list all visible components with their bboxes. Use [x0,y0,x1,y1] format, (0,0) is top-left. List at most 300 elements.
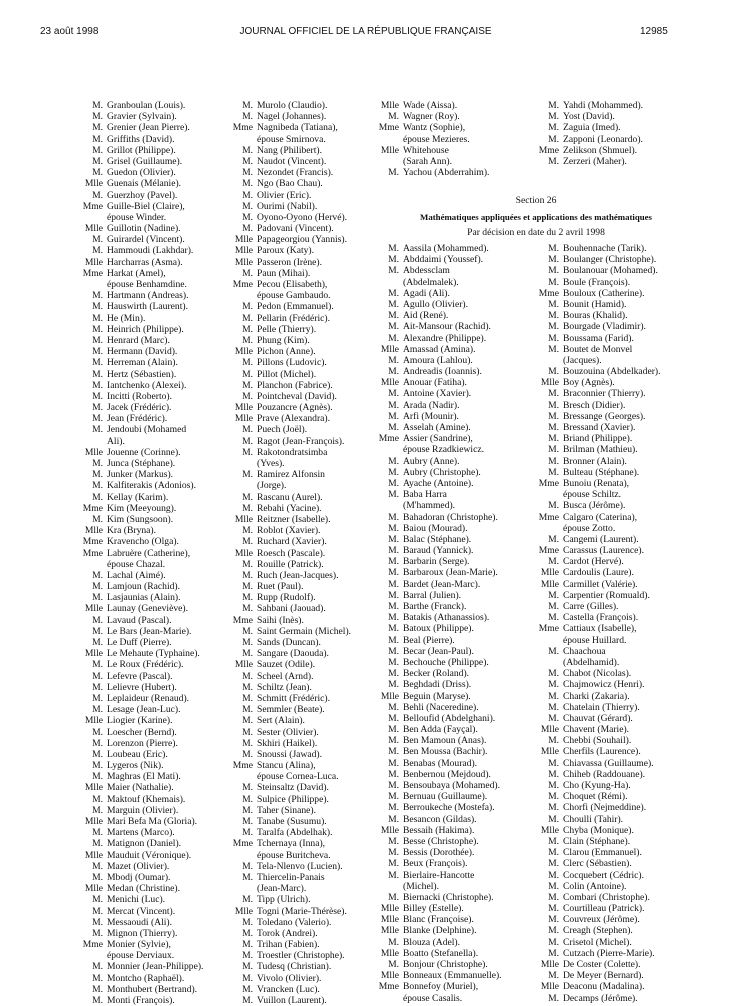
name-entry [378,858,528,869]
civility-prefix: M. [548,712,559,724]
person-name: Alexandre (Philippe). [403,332,487,344]
person-name: Clarou (Emmanuel). [563,847,642,859]
person-name: Cardot (Hervé). [563,556,624,568]
person-name: Barbarin (Serge). [403,556,470,568]
name-entry [82,178,232,189]
person-name: Vuillon (Laurent). [257,995,327,1006]
name-entry [378,746,528,757]
name-entry [82,850,232,861]
civility-prefix: M. [92,905,103,917]
person-name: Carpentier (Romuald). [563,589,650,601]
name-entry [538,892,688,903]
person-name: Clain (Stéphane). [563,835,631,847]
civility-prefix: M. [92,726,103,738]
name-entry [232,514,382,525]
civility-prefix: Mme [538,623,559,635]
person-name: Le Bars (Jean-Marie). [107,625,192,637]
civility-prefix: M. [242,894,253,906]
person-name: Beux (François). [403,858,468,870]
civility-prefix: M. [388,869,399,881]
entry-continuation: épouse Cornea-Luca. [257,771,339,783]
person-name: Bonneaux (Emmanuelle). [403,970,502,982]
person-name: Sahbani (Jaouad). [257,603,326,615]
name-entry [378,265,528,276]
civility-prefix: M. [242,502,253,514]
person-name: Chebbi (Souhail). [563,735,632,747]
name-entry [538,512,688,523]
civility-prefix: M. [388,679,399,691]
civility-prefix: M. [92,424,103,436]
civility-prefix: M. [388,167,399,179]
person-name: Rakotondratsimba [257,446,328,458]
person-name: Aubry (Anne). [403,455,460,467]
name-entry [538,321,688,332]
name-column-2 [232,100,382,1006]
name-entry [378,847,528,858]
entry-continuation: (Jacques). [563,354,602,366]
civility-prefix: M. [242,200,253,212]
name-entry [378,355,528,366]
name-entry [538,243,688,254]
person-name: Zerzeri (Maher). [563,155,627,167]
person-name: Grillot (Philippe). [107,144,176,156]
civility-prefix: M. [242,972,253,984]
civility-prefix: M. [388,847,399,859]
name-entry [82,738,232,749]
civility-prefix: M. [92,357,103,369]
name-entry [378,534,528,545]
civility-prefix: M. [388,791,399,803]
person-name: Henrard (Marc). [107,334,170,346]
name-entry [538,914,688,925]
civility-prefix: M. [548,111,559,123]
civility-prefix: Mme [378,122,399,134]
person-name: Wantz (Sophie), [403,122,466,134]
name-entry [82,961,232,972]
person-name: Baraud (Yannick). [403,545,474,557]
name-entry [378,802,528,813]
name-entry [538,802,688,813]
person-name: Kim (Sungsoon). [107,513,174,525]
civility-prefix: M. [388,668,399,680]
name-entry [82,906,232,917]
person-name: Behli (Naceredine). [403,701,479,713]
person-name: Baba Harra [403,489,447,501]
civility-prefix: Mme [538,545,559,557]
person-name: Besse (Christophe). [403,835,479,847]
civility-prefix: M. [388,366,399,378]
civility-prefix: M. [548,612,559,624]
civility-prefix: M. [388,634,399,646]
person-name: Benabas (Mourad). [403,757,478,769]
name-entry [378,545,528,556]
civility-prefix: M. [388,768,399,780]
name-entry [82,313,232,324]
name-entry [232,704,382,715]
person-name: Agullo (Olivier). [403,298,469,310]
person-name: Harkat (Amel), [107,267,166,279]
name-entry [538,646,688,657]
person-name: Bulteau (Stéphane). [563,466,640,478]
person-name: Lavaud (Pascal). [107,614,172,626]
civility-prefix: M. [242,267,253,279]
name-entry [538,679,688,690]
civility-prefix: M. [388,780,399,791]
entry-continuation: (Abdelmalek). [403,276,459,288]
civility-prefix: M. [92,569,103,581]
entry-continuation: épouse Mezieres. [403,133,470,145]
person-name: Chavent (Marie). [563,724,630,736]
name-entry [232,950,382,961]
name-entry [232,335,382,346]
civility-prefix: M. [548,321,559,333]
person-name: Roblot (Xavier). [257,525,321,537]
entry-continuation: épouse Zotto. [563,522,616,534]
name-entry [82,111,232,122]
person-name: Taralfa (Abdelhak). [257,827,333,839]
name-entry [378,948,528,959]
name-entry [82,939,232,950]
person-name: Pouzancre (Agnès). [257,402,333,414]
name-entry [82,749,232,760]
name-entry [82,626,232,637]
name-entry [378,623,528,634]
person-name: Passeron (Irène). [257,256,322,268]
name-entry [538,556,688,567]
civility-prefix: M. [242,637,253,648]
name-entry [232,201,382,212]
entry-continuation: épouse Schiltz. [563,489,622,501]
person-name: Cho (Kyung-Ha). [563,780,631,791]
entry-continuation: épouse Derviaux. [107,950,175,962]
name-entry [538,948,688,959]
person-name: Ramirez Alfonsin [257,469,325,481]
person-name: Scheel (Arnd). [257,670,314,682]
person-name: Vrancken (Luc). [257,983,320,995]
name-entry [378,735,528,746]
civility-prefix: Mme [232,760,253,772]
civility-prefix: M. [388,111,399,123]
person-name: Marguin (Olivier). [107,804,179,816]
person-name: Puech (Joël). [257,424,308,436]
civility-prefix: M. [242,860,253,872]
civility-prefix: M. [242,748,253,760]
name-entry [378,635,528,646]
person-name: Berroukeche (Mostefa). [403,802,495,814]
person-name: Cocquebert (Cédric). [563,869,644,881]
civility-prefix: M. [388,556,399,568]
name-entry [232,111,382,122]
person-name: Monnier (Jean-Philippe). [107,961,204,973]
civility-prefix: M. [242,704,253,716]
person-name: Lygeros (Nik). [107,760,164,772]
person-name: Decamps (Jérôme). [563,992,638,1004]
name-entry [378,691,528,702]
name-entry [378,299,528,310]
civility-prefix: M. [92,871,103,883]
civility-prefix: M. [548,444,559,456]
name-entry [232,727,382,738]
person-name: Jacek (Frédéric). [107,402,172,414]
person-name: Guillotin (Nadine). [107,223,181,235]
name-entry [232,615,382,626]
person-name: Deaconu (Madalina). [563,981,645,993]
civility-prefix: M. [242,223,253,235]
person-name: Saihi (Inès). [257,614,304,626]
person-name: Sert (Alain). [257,715,305,727]
name-entry [232,626,382,637]
civility-prefix: M. [92,245,103,257]
civility-prefix: Mlle [234,547,253,559]
civility-prefix: M. [388,455,399,467]
name-entry [538,299,688,310]
person-name: Steinsaltz (David). [257,782,329,794]
civility-prefix: M. [242,469,253,481]
person-name: Jean (Frédéric). [107,413,168,425]
person-name: Sangare (Daouda). [257,648,329,660]
name-entry [82,357,232,368]
civility-prefix: M. [548,556,559,568]
name-entry [232,838,382,849]
name-entry [538,612,688,623]
person-name: Pecou (Elisabeth), [257,279,328,290]
person-name: Reitzner (Isabelle). [257,513,331,525]
name-entry [378,243,528,254]
name-entry [538,400,688,411]
person-name: Labruère (Catherine), [107,547,191,559]
civility-prefix: M. [548,422,559,433]
name-entry [378,456,528,467]
civility-prefix: M. [92,155,103,167]
person-name: Billey (Estelle). [403,903,464,915]
civility-prefix: M. [242,715,253,727]
person-name: Togni (Marie-Thérèse). [257,905,347,917]
person-name: Monti (François). [107,995,175,1006]
civility-prefix: Mlle [84,256,103,268]
civility-prefix: M. [548,992,559,1004]
name-entry [232,693,382,704]
person-name: Loescher (Bernd). [107,726,177,738]
civility-prefix: M. [242,312,253,324]
civility-prefix: M. [92,592,103,604]
name-entry [378,523,528,534]
civility-prefix: M. [242,939,253,951]
name-entry [378,556,528,567]
person-name: Bresch (Didier). [563,399,626,411]
name-entry [538,100,688,111]
name-entry [378,657,528,668]
civility-prefix: Mlle [84,178,103,190]
civility-prefix: Mme [232,279,253,290]
civility-prefix: M. [242,816,253,827]
person-name: Le Mehaute (Typhaine). [107,648,200,660]
name-entry [82,973,232,984]
person-name: Ben Mamoun (Anas). [403,735,487,747]
civility-prefix: M. [388,321,399,333]
name-entry [232,369,382,380]
name-entry [538,333,688,344]
civility-prefix: M. [92,760,103,772]
name-entry [538,156,688,167]
civility-prefix: M. [92,111,103,123]
name-entry [378,724,528,735]
person-name: Bernuau (Guillaume). [403,791,488,803]
person-name: Creagh (Stephen). [563,925,633,937]
civility-prefix: M. [242,961,253,973]
civility-prefix: Mme [82,547,103,559]
person-name: Mari Befa Ma (Gloria). [107,816,198,827]
person-name: Ruet (Paul). [257,581,304,593]
person-name: Abdessclam [403,265,450,277]
name-entry [82,402,232,413]
civility-prefix: M. [242,368,253,380]
person-name: Boatto (Stefanella). [403,947,479,959]
civility-prefix: Mlle [234,413,253,425]
person-name: Ruch (Jean-Jacques). [257,569,339,581]
civility-prefix: M. [548,133,559,145]
name-entry [232,424,382,435]
name-entry [232,570,382,581]
name-entry [82,391,232,402]
name-entry [378,914,528,925]
name-entry [378,321,528,332]
person-name: Brilman (Mathieu). [563,444,638,456]
civility-prefix: M. [242,211,253,223]
person-name: Maghras (El Mati). [107,771,181,783]
name-entry [538,310,688,321]
person-name: Kalfiterakis (Adonios). [107,480,196,492]
name-entry [378,769,528,780]
civility-prefix: M. [92,334,103,346]
person-name: Padovani (Vincent). [257,223,334,235]
civility-prefix: M. [388,243,399,254]
name-entry [82,492,232,503]
person-name: Pillons (Ludovic). [257,357,327,369]
civility-prefix: M. [242,323,253,335]
name-entry [538,970,688,981]
person-name: Antoine (Xavier). [403,388,472,400]
person-name: Mauduit (Véronique). [107,849,192,861]
civility-prefix: M. [548,701,559,713]
person-name: Cutzach (Pierre-Marie). [563,947,655,959]
name-entry [232,436,382,447]
person-name: Calgaro (Caterina), [563,511,638,523]
person-name: Bahadoran (Christophe). [403,511,498,523]
civility-prefix: M. [242,950,253,962]
civility-prefix: M. [548,466,559,478]
name-entry [232,760,382,771]
name-entry [378,679,528,690]
civility-prefix: Mlle [380,100,399,111]
person-name: Charki (Zakaria). [563,690,630,702]
name-column-3-top [378,100,528,178]
name-entry [232,603,382,614]
person-name: Bardet (Jean-Marc). [403,578,481,590]
civility-prefix: M. [92,133,103,145]
name-entry [538,444,688,455]
name-entry [378,411,528,422]
name-entry [538,724,688,735]
civility-prefix: Mlle [380,690,399,702]
person-name: Bressange (Georges). [563,410,646,422]
civility-prefix: M. [548,947,559,959]
person-name: Wagner (Roy). [403,111,460,123]
name-entry [538,668,688,679]
person-name: Beghdadi (Driss). [403,679,472,691]
person-name: Incitti (Roberto). [107,390,173,402]
civility-prefix: M. [548,100,559,111]
person-name: Boutet de Monvel [563,343,633,355]
civility-prefix: M. [548,970,559,982]
civility-prefix: M. [92,637,103,648]
person-name: Yahdi (Mohammed). [563,100,644,111]
civility-prefix: M. [548,780,559,791]
civility-prefix: M. [92,704,103,716]
person-name: Asselah (Amine). [403,422,471,433]
civility-prefix: Mlle [540,824,559,836]
civility-prefix: M. [92,491,103,503]
name-entry [378,478,528,489]
name-entry [82,581,232,592]
name-entry [538,847,688,858]
person-name: Grenier (Jean Pierre). [107,122,190,134]
person-name: Bourgade (Vladimir). [563,321,646,333]
name-entry [378,377,528,388]
name-entry [232,268,382,279]
name-entry [378,836,528,847]
civility-prefix: M. [388,410,399,422]
name-entry [232,939,382,950]
name-entry [378,122,528,133]
person-name: Becker (Roland). [403,668,470,680]
name-entry [82,984,232,995]
name-entry [82,536,232,547]
person-name: Courtilleau (Patrick). [563,903,645,915]
name-entry [232,548,382,559]
person-name: Mercat (Vincent). [107,905,176,917]
civility-prefix: Mme [538,477,559,489]
name-entry [378,825,528,836]
civility-prefix: Mlle [234,245,253,257]
name-entry [538,881,688,892]
civility-prefix: Mlle [380,903,399,915]
person-name: Pointcheval (David). [257,390,337,402]
name-entry [538,769,688,780]
civility-prefix: M. [548,533,559,545]
civility-prefix: M. [548,914,559,926]
name-column-4 [538,243,688,1004]
civility-prefix: Mlle [234,659,253,671]
name-entry [82,145,232,156]
name-entry [82,682,232,693]
person-name: Balac (Stéphane). [403,533,472,545]
civility-prefix: M. [92,100,103,111]
civility-prefix: M. [242,424,253,436]
person-name: Bouloux (Catherine). [563,287,645,299]
civility-prefix: M. [242,648,253,660]
person-name: Agadi (Ali). [403,287,450,299]
person-name: Chatelain (Thierry). [563,701,640,713]
name-entry [378,433,528,444]
person-name: Andreadis (Ioannis). [403,366,482,378]
name-entry [82,525,232,536]
name-entry [378,111,528,122]
name-entry [82,995,232,1006]
name-entry [538,959,688,970]
name-entry [232,257,382,268]
name-entry [82,100,232,111]
person-name: Blanke (Delphine). [403,925,477,937]
